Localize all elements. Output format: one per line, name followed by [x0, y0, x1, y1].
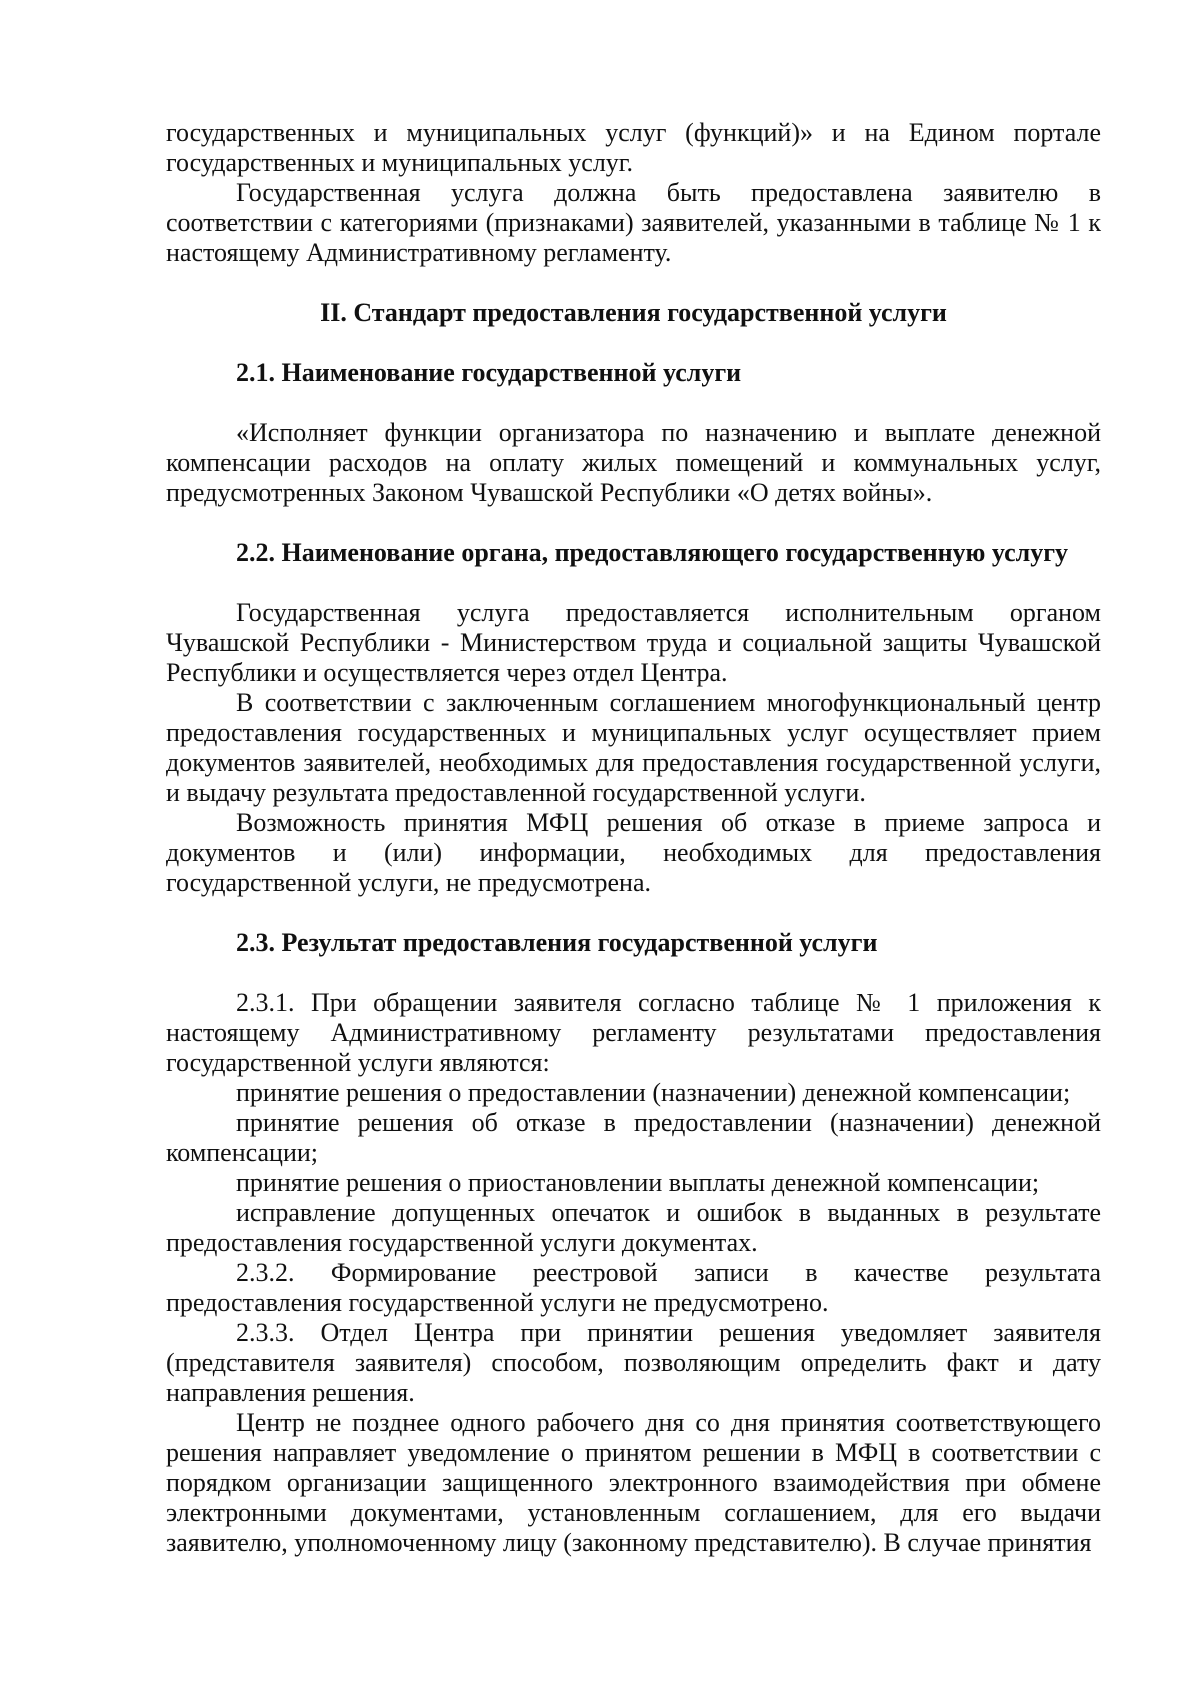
paragraph-2-3-2: 2.3.2. Формирование реестровой записи в качестве результата предоставления государственной услуги не предусмотрено. — [166, 1258, 1101, 1317]
list-item-result: принятие решения об отказе в предоставлении (назначении) денежной компенсации; — [166, 1108, 1101, 1167]
paragraph-authority: Государственная услуга предоставляется исполнительным органом Чувашской Республики - Министерством труда и социальной защиты Чувашской Республики и осуществляется через отдел Центра. — [166, 598, 1101, 687]
document-page — [166, 118, 1101, 1558]
list-item-result: принятие решения о приостановлении выплаты денежной компенсации; — [236, 1168, 1040, 1197]
paragraph-2-3-1: 2.3.1. При обращении заявителя согласно таблице № 1 приложения к настоящему Административному регламенту результатами предоставления государственной услуги являются: — [166, 988, 1101, 1077]
list-item-result: принятие решения о предоставлении (назначении) денежной компенсации; — [236, 1078, 1071, 1107]
heading-2-2: 2.2. Наименование органа, предоставляющего государственную услугу — [236, 538, 1069, 567]
paragraph-2-3-3: 2.3.3. Отдел Центра при принятии решения уведомляет заявителя (представителя заявителя) способом, позволяющим определить факт и дату направления решения. — [166, 1318, 1101, 1407]
paragraph-refusal: Возможность принятия МФЦ решения об отказе в приеме запроса и документов и (или) информации, необходимых для предоставления государственной услуги, не предусмотрена. — [166, 808, 1101, 897]
paragraph-mfc: В соответствии с заключенным соглашением многофункциональный центр предоставления государственных и муниципальных услуг осуществляет прием документов заявителей, необходимых для предоставления государственной услуги, и выдачу результата предоставленной государственной услуги. — [166, 688, 1101, 807]
heading-2-1: 2.1. Наименование государственной услуги — [236, 358, 742, 387]
section-title: II. Стандарт предоставления государственной услуги — [320, 298, 947, 327]
paragraph-applicant-categories: Государственная услуга должна быть предоставлена заявителю в соответствии с категориями (признаками) заявителей, указанными в таблице № 1 к настоящему Административному регламенту. — [166, 178, 1101, 267]
list-item-result: исправление допущенных опечаток и ошибок в выданных в результате предоставления государственной услуги документах. — [166, 1198, 1101, 1257]
paragraph-service-name: «Исполняет функции организатора по назначению и выплате денежной компенсации расходов на оплату жилых помещений и коммунальных услуг, предусмотренных Законом Чувашской Республики «О детях войны». — [166, 418, 1101, 507]
heading-2-3: 2.3. Результат предоставления государственной услуги — [236, 928, 878, 957]
paragraph-continuation: государственных и муниципальных услуг (функций)» и на Едином портале государственных и муниципальных услуг. — [166, 118, 1101, 177]
paragraph-center-notification: Центр не позднее одного рабочего дня со дня принятия соответствующего решения направляет уведомление о принятом решении в МФЦ в соответствии с порядком организации защищенного электронного взаимодействия при обмене электронными документами, установленным соглашением, для его выдачи заявителю, уполномоченному лицу (законному представителю). В случае принятия — [166, 1408, 1101, 1557]
